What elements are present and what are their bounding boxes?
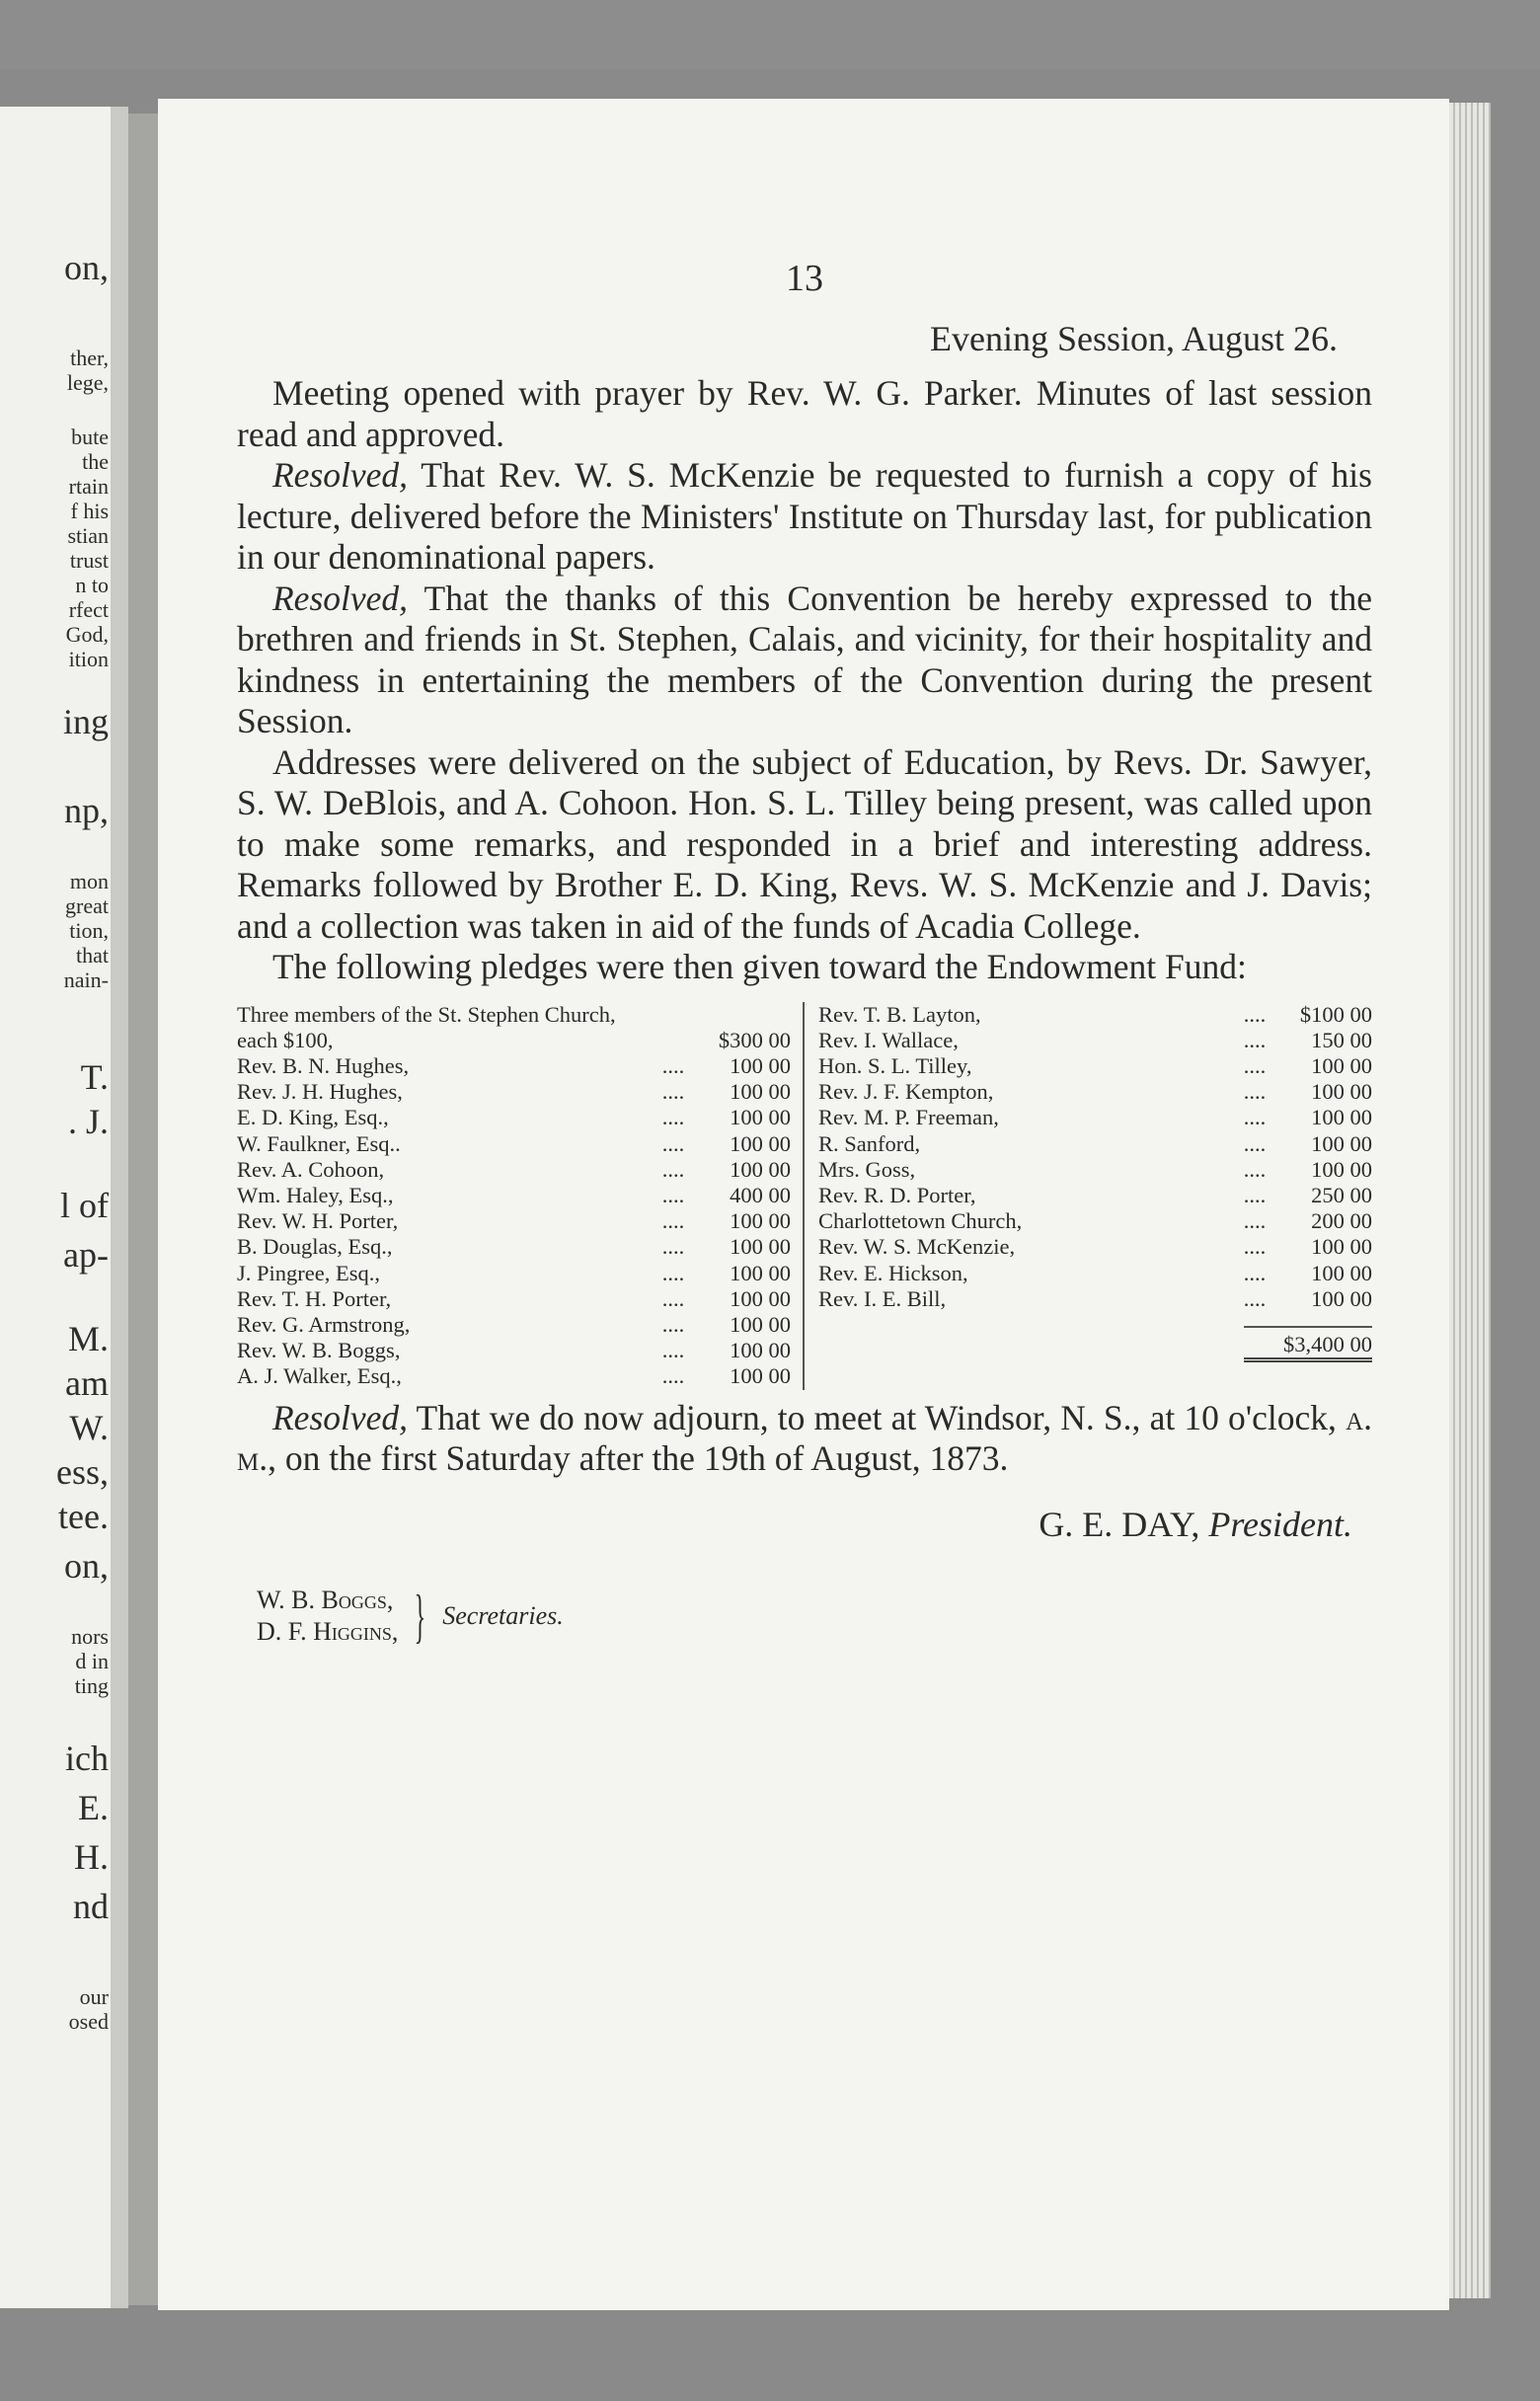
pledge-leader-dots: .... — [1243, 1027, 1267, 1052]
pledge-amount: 100 00 — [730, 1130, 791, 1156]
facing-page-text-fragment: that — [76, 943, 109, 968]
pledge-name: Hon. S. L. Tilley, — [818, 1052, 972, 1078]
facing-page-text-fragment: on, — [64, 248, 109, 287]
pledge-leader-dots: .... — [661, 1311, 685, 1337]
facing-page-text-fragment: T. — [80, 1057, 109, 1097]
pledge-leader-dots: .... — [1243, 1105, 1267, 1130]
pledge-name: Rev. A. Cohoon, — [237, 1156, 385, 1182]
pledge-amount: $100 00 — [1299, 1001, 1372, 1027]
pledge-amount: 100 00 — [1311, 1285, 1372, 1311]
paragraph-resolution-thanks — [237, 579, 1372, 742]
facing-page-edge — [0, 107, 128, 2308]
secretary-name: D. F. Higgins, — [257, 1616, 399, 1646]
pledge-leader-dots: .... — [1243, 1260, 1267, 1285]
pledge-amount: 100 00 — [730, 1079, 791, 1105]
pledge-amount: 100 00 — [730, 1338, 791, 1363]
pledge-row — [237, 1053, 791, 1079]
facing-page-text-fragment: nors — [71, 1624, 109, 1649]
facing-page-text-fragment: n to — [75, 573, 109, 597]
pledge-amount: 200 00 — [1311, 1208, 1372, 1234]
pledge-name: Rev. T. B. Layton, — [818, 1001, 981, 1027]
facing-page-text-fragment: God, — [65, 622, 109, 647]
pledge-row — [818, 1261, 1372, 1286]
pledge-name: Rev. I. Wallace, — [818, 1027, 959, 1052]
pledge-amount: 100 00 — [1311, 1079, 1372, 1105]
facing-page-text-fragment: ess, — [56, 1452, 109, 1492]
pledge-leader-dots: .... — [661, 1079, 685, 1105]
pledge-row — [237, 1363, 791, 1389]
pledge-name: J. Pingree, Esq., — [237, 1260, 380, 1285]
secretary-names — [257, 1585, 398, 1648]
pledge-row — [237, 1157, 791, 1183]
pledge-name: Rev. E. Hickson, — [818, 1260, 968, 1285]
pledge-amount: 100 00 — [1311, 1052, 1372, 1078]
resolved-label: Resolved, — [272, 1397, 409, 1437]
facing-page-text-fragment: ting — [74, 1673, 109, 1698]
pledge-name: W. Faulkner, Esq.. — [237, 1130, 401, 1156]
resolved-label: Resolved, — [272, 455, 409, 495]
brace-glyph: } — [415, 1583, 426, 1649]
pledge-amount: 100 00 — [730, 1208, 791, 1234]
pledge-row — [237, 1208, 791, 1234]
pledges-table — [237, 1002, 1372, 1390]
facing-page-text-fragment: bute — [71, 425, 109, 449]
pledge-amount: 100 00 — [1311, 1130, 1372, 1156]
pledge-leader-dots: .... — [661, 1105, 685, 1130]
pledge-leader-dots: .... — [661, 1234, 685, 1260]
pledge-row — [818, 1183, 1372, 1208]
adjourn-am: a. m. — [237, 1397, 1372, 1479]
pledge-leader-dots: .... — [1243, 1208, 1267, 1234]
pledge-amount: 250 00 — [1311, 1182, 1372, 1207]
pledge-leader-dots: .... — [661, 1363, 685, 1389]
resolution-lecture-text: That Rev. W. S. McKenzie be requested to furnish a copy of his lecture, delivered before the Ministers' Institute on Thursday last, for publication in our denominational papers. — [237, 455, 1372, 577]
facing-page-text-fragment: nain- — [63, 968, 109, 992]
secretaries-block — [257, 1585, 1372, 1648]
facing-page-text-fragment: on, — [64, 1546, 109, 1586]
facing-page-text-fragment: our — [79, 1984, 109, 2009]
pledge-row — [818, 1157, 1372, 1183]
pledge-name: B. Douglas, Esq., — [237, 1234, 393, 1260]
facing-page-text-fragment: . J. — [67, 1102, 109, 1141]
pledge-amount: 150 00 — [1311, 1027, 1372, 1052]
pledge-row — [237, 1002, 791, 1053]
paragraph-adjourn — [237, 1398, 1372, 1480]
pledge-row — [818, 1053, 1372, 1079]
pledge-leader-dots: .... — [1243, 1156, 1267, 1182]
paragraph-addresses: Addresses were delivered on the subject of Education, by Revs. Dr. Sawyer, S. W. DeBlois, and A. Cohoon. Hon. S. L. Tilley being present, was called upon to make some remarks, and responded in a brief and interesting address. Remarks followed by Brother E. D. King, Revs. W. S. McKenzie and J. Davis; and a collection was taken in aid of the funds of Acadia College. — [237, 741, 1372, 946]
pledge-name: Rev. W. H. Porter, — [237, 1208, 399, 1234]
facing-page-text-fragment: trust — [69, 548, 109, 573]
pledge-name: Rev. I. E. Bill, — [818, 1285, 947, 1311]
pledges-left-column — [237, 1002, 805, 1390]
page-content — [237, 257, 1372, 1648]
paragraph-opening: Meeting opened with prayer by Rev. W. G. Parker. Minutes of last session read and approved. — [237, 373, 1372, 454]
facing-page-text-fragment: H. — [74, 1837, 109, 1877]
facing-page-spine — [111, 107, 128, 2308]
resolution-thanks-text: That the thanks of this Convention be hereby expressed to the brethren and friends in St. Stephen, Calais, and vicinity, for their hospitality and kindness in entertaining the members of the Convention during the present Session. — [237, 578, 1372, 740]
pledge-name: Rev. G. Armstrong, — [237, 1311, 411, 1337]
pledge-name: Rev. W. B. Boggs, — [237, 1338, 401, 1363]
facing-page-text-fragment: l of — [60, 1186, 109, 1225]
pledge-name: Wm. Haley, Esq., — [237, 1182, 394, 1207]
facing-page-text-fragment: the — [82, 449, 109, 474]
facing-page-text-fragment: nd — [73, 1887, 109, 1926]
pledge-row — [237, 1338, 791, 1363]
facing-page-text-fragment: f his — [70, 499, 109, 523]
pledge-row — [237, 1312, 791, 1338]
pledge-row — [818, 1028, 1372, 1053]
pledge-row — [818, 1105, 1372, 1130]
facing-page-text-fragment: tee. — [58, 1497, 109, 1536]
facing-page-text-fragment: great — [65, 893, 109, 918]
facing-page-text-fragment: tion, — [69, 918, 109, 943]
facing-page-text-fragment: W. — [69, 1408, 109, 1447]
pledge-amount: 100 00 — [1311, 1156, 1372, 1182]
pledge-row — [818, 1286, 1372, 1312]
pledge-row — [818, 1079, 1372, 1105]
facing-page-text-fragment: d in — [75, 1649, 109, 1673]
pledge-row — [818, 1131, 1372, 1157]
facing-page-text-fragment: ich — [65, 1739, 109, 1778]
pledge-row — [237, 1131, 791, 1157]
pledge-row — [237, 1105, 791, 1130]
pledge-amount: 400 00 — [730, 1182, 791, 1207]
page-edges — [1449, 103, 1491, 2298]
facing-page-text-fragment: E. — [78, 1788, 109, 1827]
facing-page-text-fragment: ther, — [70, 346, 109, 370]
facing-page-text-fragment: am — [65, 1363, 109, 1403]
pledges-right-rows — [818, 1002, 1372, 1312]
pledge-name: Three members of the St. Stephen Church, each $100, — [237, 1001, 616, 1052]
pledge-leader-dots: .... — [661, 1156, 685, 1182]
pledge-row — [237, 1286, 791, 1312]
facing-page-text-fragment: rfect — [68, 597, 109, 622]
pledge-leader-dots: .... — [661, 1052, 685, 1078]
pledge-leader-dots: .... — [1243, 1052, 1267, 1078]
facing-page-text-fragment: lege, — [66, 370, 109, 395]
pledge-leader-dots: .... — [1243, 1182, 1267, 1207]
resolved-label: Resolved, — [272, 578, 409, 618]
pledge-row — [237, 1261, 791, 1286]
pledge-amount: 100 00 — [730, 1363, 791, 1389]
pledge-row — [237, 1234, 791, 1260]
pledge-amount: 100 00 — [730, 1260, 791, 1285]
pledge-leader-dots: .... — [1243, 1079, 1267, 1105]
pledge-leader-dots: .... — [1243, 1285, 1267, 1311]
pledge-name: Mrs. Goss, — [818, 1156, 916, 1182]
pledge-name: Rev. M. P. Freeman, — [818, 1105, 999, 1130]
pledge-name: Rev. R. D. Porter, — [818, 1182, 976, 1207]
pledge-leader-dots: .... — [661, 1285, 685, 1311]
paragraph-pledges-intro: The following pledges were then given toward the Endowment Fund: — [272, 947, 1247, 986]
session-heading: Evening Session, August 26. — [929, 319, 1338, 358]
paragraph-resolution-lecture — [237, 455, 1372, 579]
pledge-row — [818, 1208, 1372, 1234]
pledge-name: R. Sanford, — [818, 1130, 921, 1156]
pledge-name: Rev. J. H. Hughes, — [237, 1079, 403, 1105]
pledge-amount: $300 00 — [718, 1027, 791, 1052]
pledge-amount: 100 00 — [730, 1052, 791, 1078]
pledge-amount: 100 00 — [730, 1311, 791, 1337]
pledge-leader-dots: .... — [661, 1208, 685, 1234]
pledge-leader-dots: .... — [661, 1130, 685, 1156]
pledge-leader-dots: .... — [661, 1338, 685, 1363]
facing-page-text-fragment: ap- — [63, 1235, 109, 1275]
facing-page-text-fragment: stian — [67, 523, 109, 548]
pledge-row — [818, 1002, 1372, 1028]
pledge-amount: 100 00 — [1311, 1234, 1372, 1260]
book-gutter — [128, 114, 158, 2305]
pledge-amount: 100 00 — [1311, 1105, 1372, 1130]
president-title: President. — [1208, 1504, 1352, 1544]
president-name: G. E. DAY, — [1039, 1504, 1200, 1544]
adjourn-text-a: That we do now adjourn, to meet at Windsor, N. S., at 10 o'clock, — [408, 1397, 1347, 1437]
document-page — [158, 99, 1449, 2310]
facing-page-text-fragment: M. — [67, 1319, 109, 1358]
pledge-name: E. D. King, Esq., — [237, 1105, 389, 1130]
pledge-name: Charlottetown Church, — [818, 1208, 1023, 1234]
pledge-row — [818, 1234, 1372, 1260]
pledge-leader-dots: .... — [1243, 1234, 1267, 1260]
pledge-name: Rev. W. S. McKenzie, — [818, 1234, 1016, 1260]
adjourn-text-b: , on the first Saturday after the 19th of August, 1873. — [268, 1438, 1009, 1479]
facing-page-text-fragment: ition — [68, 647, 109, 671]
pledge-leader-dots: .... — [661, 1182, 685, 1207]
pledge-name: Rev. T. H. Porter, — [237, 1285, 392, 1311]
pledge-name: A. J. Walker, Esq., — [237, 1363, 402, 1389]
facing-page-text-fragment: np, — [64, 791, 109, 830]
facing-page-text-fragment: ing — [62, 702, 109, 741]
secretaries-label: Secretaries. — [442, 1600, 564, 1630]
pledge-leader-dots: .... — [661, 1260, 685, 1285]
pledge-name: Rev. J. F. Kempton, — [818, 1079, 994, 1105]
pledge-leader-dots: .... — [1243, 1130, 1267, 1156]
pledge-amount: 100 00 — [730, 1234, 791, 1260]
facing-page-text-fragment: rtain — [68, 474, 109, 499]
pledges-total: $3,400 00 — [1244, 1326, 1372, 1362]
pledges-right-column — [805, 1002, 1372, 1390]
pledge-name: Rev. B. N. Hughes, — [237, 1052, 410, 1078]
pledge-row — [237, 1079, 791, 1105]
scan-background — [0, 0, 1540, 69]
secretary-name: W. B. Boggs, — [257, 1585, 394, 1614]
pledge-amount: 100 00 — [730, 1105, 791, 1130]
pledge-amount: 100 00 — [730, 1156, 791, 1182]
pledge-row — [237, 1183, 791, 1208]
president-signature — [237, 1504, 1352, 1545]
facing-page-text-fragment: osed — [68, 2009, 109, 2034]
pledge-amount: 100 00 — [730, 1285, 791, 1311]
pledge-amount: 100 00 — [1311, 1260, 1372, 1285]
pledge-leader-dots: .... — [1243, 1001, 1267, 1027]
page-number: 13 — [786, 258, 823, 299]
facing-page-text-fragment: mon — [69, 869, 109, 893]
